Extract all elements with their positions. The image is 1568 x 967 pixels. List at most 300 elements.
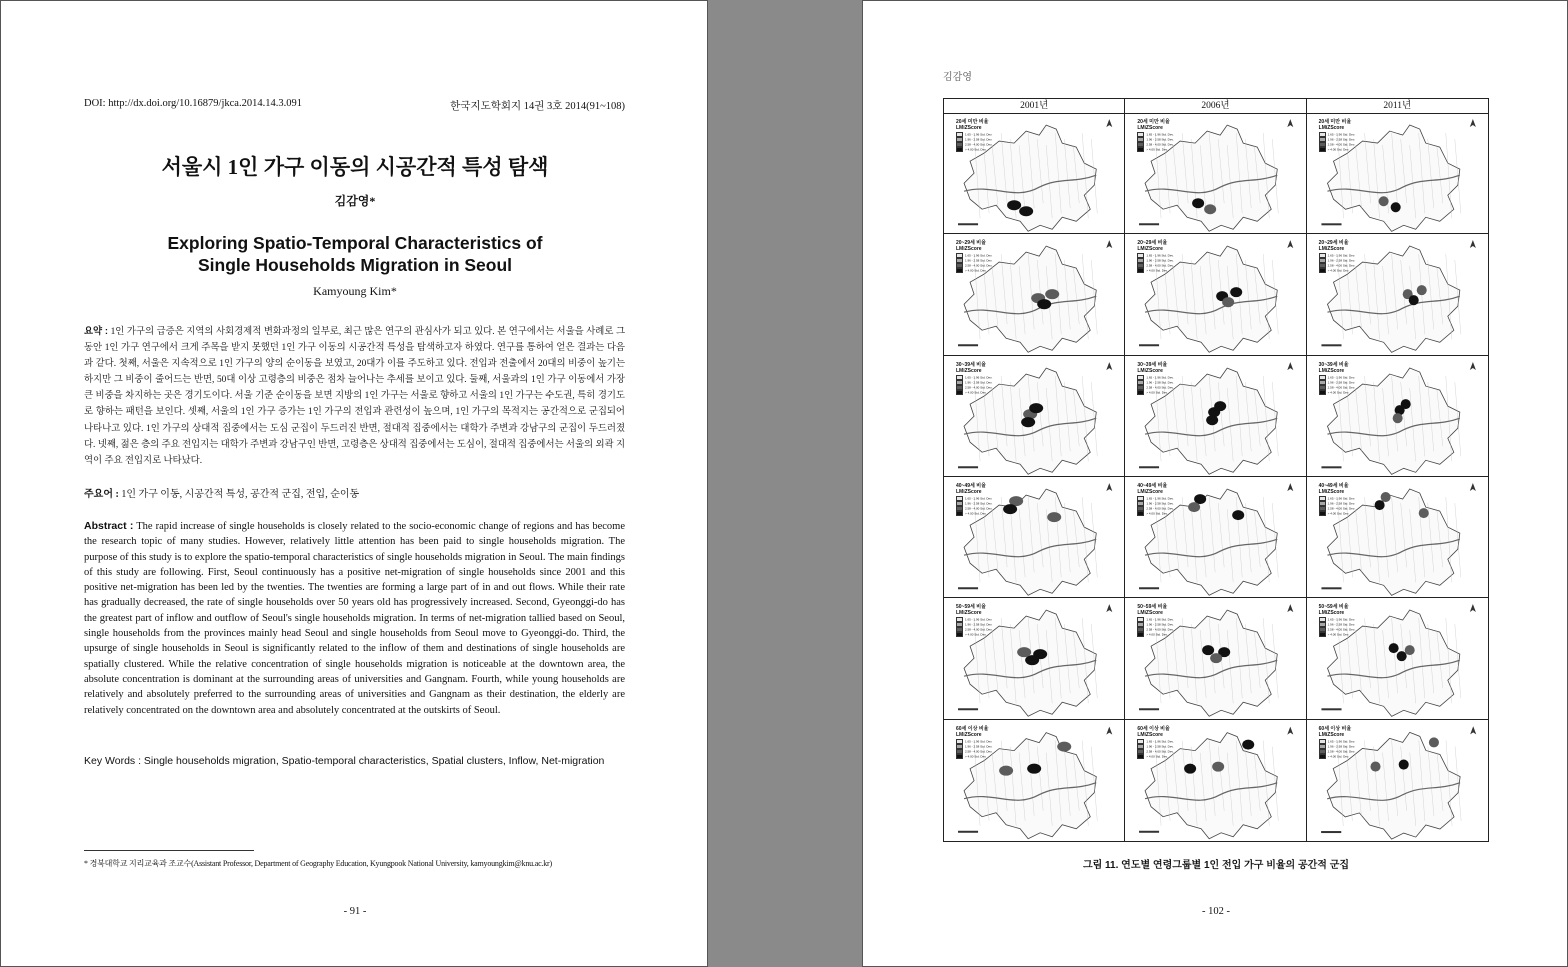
map-legend (1137, 617, 1173, 637)
legend-item-label: 2.58 - 4.00 Std. Dev. (1327, 384, 1355, 389)
map-row-label (1319, 726, 1352, 738)
legend-item (1137, 268, 1173, 273)
cluster-area (1214, 401, 1226, 411)
map-legend (1319, 617, 1355, 637)
legend-item-label: 2.58 - 4.00 Std. Dev. (1146, 263, 1174, 268)
author-english: Kamyoung Kim* (313, 284, 397, 298)
legend-item-label: 1.96 - 2.58 Std. Dev. (965, 137, 993, 142)
legend-item-label: 1.96 - 2.58 Std. Dev. (965, 743, 993, 748)
scale-bar (1321, 466, 1341, 468)
legend-item (1319, 147, 1355, 152)
legend-item-label: > 4.00 Std. Dev. (965, 511, 987, 516)
legend-title: LMiZScore (1137, 731, 1163, 738)
map-row-label (956, 240, 986, 252)
legend-item-label: 1.65 - 1.96 Std. Dev. (965, 738, 993, 743)
map-cell (1307, 356, 1488, 477)
legend-swatch (1137, 511, 1144, 516)
cluster-area (1202, 645, 1214, 655)
legend-title: LMiZScore (1137, 610, 1163, 617)
legend-swatch (1319, 511, 1326, 516)
legend-item-label: > 4.00 Std. Dev. (1327, 753, 1350, 758)
north-arrow-icon (1106, 604, 1112, 612)
map-row-label (1137, 726, 1170, 738)
cluster-area (1370, 761, 1380, 771)
legend-item-label: 2.58 - 4.00 Std. Dev. (1327, 263, 1355, 268)
legend-item (956, 147, 992, 152)
map-row-label (1137, 604, 1167, 616)
map-cell (1125, 356, 1306, 477)
legend-item-label: 1.65 - 1.96 Std. Dev. (1327, 617, 1355, 622)
legend-item-label: 1.65 - 1.96 Std. Dev. (1327, 738, 1355, 743)
map-row-label (1319, 483, 1349, 495)
legend-title: LMiZScore (1137, 246, 1163, 253)
legend-item-label: 2.58 - 4.00 Std. Dev. (1327, 506, 1355, 511)
scale-bar (1321, 345, 1341, 347)
cluster-area (1243, 739, 1255, 749)
cluster-area (1231, 287, 1243, 297)
legend-item-label: 2.58 - 4.00 Std. Dev. (1327, 748, 1355, 753)
map-age-group-label: 20~29세 비율 (1137, 240, 1168, 247)
legend-swatch (1137, 390, 1144, 395)
map-legend (1319, 496, 1355, 516)
legend-title: LMiZScore (1318, 489, 1345, 495)
legend-item-label: 1.96 - 2.58 Std. Dev. (1146, 622, 1174, 627)
cluster-area (1404, 645, 1414, 655)
legend-item-label: 1.65 - 1.96 Std. Dev. (1327, 496, 1355, 501)
legend-swatch (1137, 268, 1144, 273)
legend-item-label: 2.58 - 4.00 Std. Dev. (965, 384, 993, 389)
legend-swatch (1319, 390, 1326, 395)
scale-bar (1321, 831, 1341, 833)
legend-swatch (1137, 632, 1144, 637)
map-age-group-label: 20세 미만 비율 (956, 119, 989, 125)
cluster-area (1184, 763, 1196, 773)
legend-item-label: > 4.00 Std. Dev. (1146, 511, 1168, 516)
map-legend (1319, 132, 1355, 152)
page-number-left: - 91 - (343, 906, 367, 917)
column-header-2011: 2011년 (1383, 101, 1412, 111)
map-row-label (956, 119, 989, 131)
cluster-area (1429, 737, 1439, 747)
map-legend (956, 617, 992, 637)
legend-item (956, 390, 992, 395)
legend-item-label: 1.65 - 1.96 Std. Dev. (1146, 374, 1174, 379)
legend-item-label: > 4.00 Std. Dev. (1327, 389, 1350, 394)
legend-item-label: 1.65 - 1.96 Std. Dev. (965, 374, 993, 379)
north-arrow-icon (1288, 726, 1294, 734)
page-right (862, 0, 1568, 967)
map-cell (1307, 477, 1488, 598)
map-legend (1137, 496, 1173, 516)
abstract-english-label: Abstract : (84, 520, 134, 532)
legend-item-label: > 4.00 Std. Dev. (965, 389, 987, 394)
legend-swatch (1319, 147, 1326, 152)
north-arrow-icon (1288, 483, 1294, 491)
cluster-area (1380, 492, 1390, 502)
page-left (0, 0, 708, 967)
legend-item-label: 2.58 - 4.00 Std. Dev. (1327, 627, 1355, 632)
map-cell (1125, 598, 1306, 719)
north-arrow-icon (1106, 726, 1112, 734)
legend-item-label: 1.65 - 1.96 Std. Dev. (1327, 374, 1355, 379)
legend-item-label: > 4.00 Std. Dev. (965, 147, 987, 152)
map-row-label (956, 726, 989, 738)
cluster-area (1392, 413, 1402, 423)
north-arrow-icon (1106, 483, 1112, 491)
scale-bar (958, 466, 978, 468)
legend-item-label: > 4.00 Std. Dev. (965, 753, 987, 758)
map-legend (956, 132, 992, 152)
scale-bar (958, 830, 978, 832)
scale-bar (1139, 345, 1159, 347)
doi: DOI: http://dx.doi.org/10.16879/jkca.2014.14.3.091 (84, 98, 302, 109)
legend-item-label: 1.65 - 1.96 Std. Dev. (965, 253, 993, 258)
cluster-area (1416, 285, 1426, 295)
legend-item-label: 1.65 - 1.96 Std. Dev. (1146, 738, 1174, 743)
north-arrow-icon (1470, 362, 1476, 370)
scale-bar (958, 223, 978, 225)
legend-item-label: > 4.00 Std. Dev. (1146, 632, 1168, 637)
north-arrow-icon (1288, 119, 1294, 127)
legend-title: LMiZScore (1318, 246, 1345, 253)
legend-item (1137, 147, 1173, 152)
cluster-area (1408, 295, 1418, 305)
running-head: 김감영 (943, 72, 972, 83)
cluster-area (1192, 198, 1204, 208)
map-cell (1125, 720, 1306, 841)
legend-item-label: > 4.00 Std. Dev. (965, 268, 987, 273)
map-legend (1319, 253, 1355, 273)
map-cell (1125, 113, 1306, 234)
legend-item-label: > 4.00 Std. Dev. (1327, 268, 1350, 273)
legend-item (956, 632, 992, 637)
legend-item (956, 754, 992, 759)
journal-info: 한국지도학회지 14권 3호 2014(91~108) (450, 101, 625, 112)
legend-title: LMiZScore (1137, 489, 1163, 495)
map-row-label (1319, 362, 1349, 374)
legend-swatch (1137, 754, 1144, 759)
legend-title: LMiZScore (1137, 125, 1163, 131)
legend-swatch (956, 511, 963, 516)
north-arrow-icon (1470, 483, 1476, 491)
legend-swatch (956, 147, 963, 152)
legend-item-label: 1.96 - 2.58 Std. Dev. (1327, 622, 1355, 627)
legend-swatch (956, 754, 963, 759)
legend-item (1137, 511, 1173, 516)
cluster-area (1400, 399, 1410, 409)
keywords-english-text: Single households migration, Spatio-temporal characteristics, Spatial clusters, Inflow, Net-migration (143, 755, 605, 767)
cluster-area (1027, 763, 1041, 773)
map-age-group-label: 20세 미만 비율 (1137, 119, 1170, 125)
cluster-area (1025, 655, 1039, 665)
cluster-area (1003, 504, 1017, 514)
map-row-label (1319, 119, 1352, 131)
legend-item (1137, 754, 1173, 759)
map-age-group-label: 20세 미만 비율 (1318, 119, 1352, 125)
legend-item-label: 2.58 - 4.00 Std. Dev. (1146, 627, 1174, 632)
cluster-area (1007, 200, 1021, 210)
legend-item-label: 1.96 - 2.58 Std. Dev. (1327, 137, 1355, 142)
map-row-label (1137, 240, 1167, 252)
legend-item-label: > 4.00 Std. Dev. (1327, 632, 1350, 637)
scale-bar (1139, 709, 1159, 711)
map-legend (956, 253, 992, 273)
legend-item-label: 2.58 - 4.00 Std. Dev. (1146, 142, 1174, 147)
figure-column-headers (944, 99, 1488, 114)
map-row-label (1137, 483, 1167, 495)
legend-item-label: > 4.00 Std. Dev. (1146, 268, 1168, 273)
legend-item-label: > 4.00 Std. Dev. (1327, 147, 1350, 152)
legend-item (1137, 390, 1173, 395)
map-row-label (956, 483, 986, 495)
map-row-label (1137, 362, 1167, 374)
scale-bar (958, 345, 978, 347)
map-age-group-label: 50~59세 비율 (1137, 604, 1168, 611)
map-row-label (1137, 119, 1170, 131)
north-arrow-icon (1470, 119, 1476, 127)
north-arrow-icon (1106, 119, 1112, 127)
keywords-english-label: Key Words : (84, 755, 141, 767)
cluster-area (1233, 510, 1245, 520)
legend-title: LMiZScore (1318, 367, 1345, 374)
map-row-label (956, 362, 986, 374)
cluster-area (999, 765, 1013, 775)
legend-item-label: 2.58 - 4.00 Std. Dev. (965, 506, 993, 511)
cluster-area (1188, 502, 1200, 512)
legend-title: LMiZScore (956, 489, 982, 495)
map-cell (1307, 598, 1488, 719)
scale-bar (1321, 223, 1341, 225)
scale-bar (1321, 587, 1341, 589)
title-english-line1: Exploring Spatio-Temporal Characteristics of (167, 233, 543, 253)
scale-bar (958, 709, 978, 711)
legend-title: LMiZScore (956, 125, 982, 131)
figure-caption: 그림 11. 연도별 연령그룹별 1인 전입 가구 비율의 공간적 군집 (1082, 860, 1350, 871)
legend-item-label: 1.96 - 2.58 Std. Dev. (1327, 379, 1355, 384)
keywords-english (84, 755, 625, 767)
map-cell (944, 720, 1125, 841)
author-korean: 김감영* (334, 194, 376, 208)
title-korean: 서울시 1인 가구 이동의 시공간적 특성 탐색 (161, 155, 549, 179)
keywords-korean-label: 주요어 : (84, 489, 119, 500)
map-age-group-label: 40~49세 비율 (956, 483, 986, 489)
cluster-area (1396, 651, 1406, 661)
scale-bar (1139, 587, 1159, 589)
legend-item-label: 2.58 - 4.00 Std. Dev. (1146, 748, 1174, 753)
map-cell (944, 113, 1125, 234)
legend-item (1319, 632, 1355, 637)
footnote-divider (84, 850, 254, 851)
cluster-area (1212, 761, 1224, 771)
map-figure (943, 98, 1489, 842)
map-age-group-label: 60세 이상 비율 (1137, 725, 1170, 732)
map-legend (1137, 739, 1173, 759)
cluster-area (1210, 653, 1222, 663)
map-age-group-label: 30~39세 비율 (1318, 361, 1349, 368)
scale-bar (1321, 709, 1341, 711)
legend-item-label: 1.96 - 2.58 Std. Dev. (1146, 258, 1174, 263)
map-cell (1307, 234, 1488, 355)
map-legend (1319, 739, 1355, 759)
legend-item-label: 1.96 - 2.58 Std. Dev. (965, 622, 993, 627)
legend-item-label: 2.58 - 4.00 Std. Dev. (1327, 142, 1355, 147)
legend-item-label: 2.58 - 4.00 Std. Dev. (965, 142, 993, 147)
cluster-area (1390, 202, 1400, 212)
legend-item (1137, 632, 1173, 637)
legend-item-label: 2.58 - 4.00 Std. Dev. (965, 627, 993, 632)
map-row-label (956, 604, 986, 616)
map-cell (1125, 477, 1306, 598)
legend-item-label: 1.96 - 2.58 Std. Dev. (1327, 501, 1355, 506)
map-age-group-label: 50~59세 비율 (1318, 604, 1349, 611)
abstract-english (84, 519, 625, 718)
legend-item (956, 511, 992, 516)
legend-item-label: 1.65 - 1.96 Std. Dev. (1146, 132, 1174, 137)
legend-item-label: 2.58 - 4.00 Std. Dev. (965, 263, 993, 268)
map-age-group-label: 50~59세 비율 (956, 604, 986, 611)
legend-item-label: 1.96 - 2.58 Std. Dev. (1327, 258, 1355, 263)
legend-item (1319, 268, 1355, 273)
column-header-2001: 2001년 (944, 99, 1125, 113)
title-english (1, 232, 709, 276)
abstract-korean (84, 323, 625, 469)
map-age-group-label: 40~49세 비율 (1318, 483, 1349, 489)
scale-bar (958, 587, 978, 589)
legend-title: LMiZScore (1318, 731, 1345, 738)
map-age-group-label: 60세 이상 비율 (1318, 725, 1352, 732)
legend-item-label: > 4.00 Std. Dev. (1146, 753, 1168, 758)
legend-title: LMiZScore (956, 731, 982, 738)
map-legend (956, 375, 992, 395)
legend-item (1319, 511, 1355, 516)
map-row-label (1319, 604, 1349, 616)
legend-title: LMiZScore (956, 367, 982, 374)
scale-bar (1139, 466, 1159, 468)
legend-title: LMiZScore (1318, 610, 1345, 617)
keywords-korean (84, 485, 625, 500)
legend-item-label: 1.96 - 2.58 Std. Dev. (965, 258, 993, 263)
map-cell (944, 356, 1125, 477)
cluster-area (1374, 500, 1384, 510)
cluster-area (1029, 403, 1043, 413)
map-age-group-label: 30~39세 비율 (1137, 361, 1168, 368)
legend-item-label: 1.96 - 2.58 Std. Dev. (1146, 137, 1174, 142)
legend-item-label: 1.65 - 1.96 Std. Dev. (1327, 132, 1355, 137)
legend-item-label: 1.96 - 2.58 Std. Dev. (965, 501, 993, 506)
map-age-group-label: 40~49세 비율 (1137, 483, 1168, 489)
map-legend (956, 496, 992, 516)
cluster-area (1021, 417, 1035, 427)
legend-item-label: > 4.00 Std. Dev. (1146, 147, 1168, 152)
north-arrow-icon (1470, 604, 1476, 612)
north-arrow-icon (1106, 240, 1112, 248)
legend-swatch (1319, 268, 1326, 273)
legend-item-label: 2.58 - 4.00 Std. Dev. (965, 748, 993, 753)
map-age-group-label: 30~39세 비율 (956, 361, 986, 368)
legend-swatch (1319, 754, 1326, 759)
legend-item-label: 1.65 - 1.96 Std. Dev. (965, 617, 993, 622)
legend-item (1319, 754, 1355, 759)
legend-item-label: 1.96 - 2.58 Std. Dev. (965, 379, 993, 384)
map-age-group-label: 60세 이상 비율 (956, 725, 989, 732)
scale-bar (1139, 830, 1159, 832)
map-row-label (1319, 240, 1349, 252)
legend-item-label: 1.96 - 2.58 Std. Dev. (1146, 379, 1174, 384)
map-cell (944, 234, 1125, 355)
north-arrow-icon (1288, 604, 1294, 612)
map-cell (1307, 720, 1488, 841)
north-arrow-icon (1470, 726, 1476, 734)
map-age-group-label: 20~29세 비율 (956, 240, 986, 247)
cluster-area (1045, 289, 1059, 299)
column-header-2006: 2006년 (1125, 99, 1306, 113)
cluster-area (1017, 647, 1031, 657)
map-cell (1307, 113, 1488, 234)
legend-item (1319, 390, 1355, 395)
map-legend (1137, 253, 1173, 273)
cluster-area (1057, 741, 1071, 751)
legend-title: LMiZScore (1318, 125, 1345, 131)
legend-item-label: 1.65 - 1.96 Std. Dev. (1327, 253, 1355, 258)
cluster-area (1037, 300, 1051, 310)
legend-item-label: 2.58 - 4.00 Std. Dev. (1146, 506, 1174, 511)
cluster-area (1047, 512, 1061, 522)
legend-item-label: 1.65 - 1.96 Std. Dev. (1146, 253, 1174, 258)
legend-item-label: 1.96 - 2.58 Std. Dev. (1146, 501, 1174, 506)
map-cell (944, 477, 1125, 598)
legend-title: LMiZScore (956, 610, 982, 617)
legend-item-label: 1.65 - 1.96 Std. Dev. (1146, 617, 1174, 622)
north-arrow-icon (1288, 362, 1294, 370)
map-cell (944, 598, 1125, 719)
legend-item-label: 1.65 - 1.96 Std. Dev. (965, 496, 993, 501)
legend-item (956, 268, 992, 273)
keywords-korean-text: 1인 가구 이동, 시공간적 특성, 공간적 군집, 전입, 순이동 (121, 489, 360, 500)
cluster-area (1223, 297, 1235, 307)
legend-item-label: 1.96 - 2.58 Std. Dev. (1327, 743, 1355, 748)
map-legend (1319, 375, 1355, 395)
legend-title: LMiZScore (956, 246, 982, 253)
legend-swatch (956, 268, 963, 273)
legend-swatch (956, 632, 963, 637)
legend-item-label: > 4.00 Std. Dev. (965, 632, 987, 637)
north-arrow-icon (1470, 240, 1476, 248)
map-legend (1137, 132, 1173, 152)
cluster-area (1206, 415, 1218, 425)
legend-swatch (1137, 147, 1144, 152)
scale-bar (1139, 223, 1159, 225)
cluster-area (1204, 204, 1216, 214)
title-english-line2: Single Households Migration in Seoul (197, 255, 513, 275)
legend-item-label: 2.58 - 4.00 Std. Dev. (1146, 384, 1174, 389)
map-legend (956, 739, 992, 759)
map-legend (1137, 375, 1173, 395)
map-age-group-label: 20~29세 비율 (1318, 240, 1349, 247)
north-arrow-icon (1106, 362, 1112, 370)
page-number-right: - 102 - (1202, 906, 1230, 917)
cluster-area (1019, 206, 1033, 216)
legend-item-label: 1.65 - 1.96 Std. Dev. (1146, 496, 1174, 501)
legend-title: LMiZScore (1137, 367, 1163, 374)
map-cell (1125, 234, 1306, 355)
abstract-korean-text: 1인 가구의 급증은 지역의 사회경제적 변화과정의 일부로, 최근 많은 연구의 관심사가 되고 있다. 본 연구에서는 서울을 사례로 그 동안 1인 가구 연구에서 크게 주목을 받지 못했던 1인 가구 이동의 시공간적 특성을 탐색하고자 하였다. 연구를 통하여 얻은 결과는 다음과 같다. 첫째, 서울은 지속적으로 1인 가구의 양의 순이동을 보였고, 20대가 이를 주도하고 있다. 전입과 전출에서 20대의 비중이 높기는 하지만 그 비중이 줄어드는 반면, 50대 이상 고령층의 비중은 점차 늘어나는 추세를 보이고 있다. 둘째, 서울과의 1인 가구 이동에서 가장 큰 비중을 차지하는 곳은 경기도이다. 서울 기준 순이동을 보면 지방의 1인 가구는 서울로 향하고 서울의 1인 가구는 수도권, 특히 경기도로 향하는 패턴을 보인다. 셋째, 서울의 1인 가구 증가는 1인 가구의 전입과 관련성이 높으며, 1인 가구의 목적지는 공간적으로 군집되어 나타나고 있다. 1인 가구의 상대적 집중에서는 도심 군집이 두드러진 반면, 절대적 집중에서는 대학가 주변과 강남구의 군집이 두드러졌다. 넷째, 젊은 층의 주요 전입지는 대학가 주변과 강남구인 반면, 고령층은 상대적 집중에서는 도심이, 절대적 집중에서는 서울의 외곽 지역이 주요 전입지로 나타났다. (84, 327, 626, 466)
cluster-area (1388, 643, 1398, 653)
legend-swatch (1319, 632, 1326, 637)
footnote: * 경북대학교 지리교육과 조교수(Assistant Professor, Department of Geography Education, Kyungpook National University, kamyoungkim@knu.ac.kr) (84, 859, 552, 868)
cluster-area (1378, 196, 1388, 206)
abstract-english-text: The rapid increase of single households is closely related to the socio-economic change of regions and has become the research topic of many studies. However, relatively little attention has been paid to single households migration. The purpose of this study is to explore the spatio-temporal characteristics of single households migration in Seoul. The main findings of this study are following. First, Seoul continuously has a positive net-migration of single households since 2001 and this positive net-migration has been led by the twenties. The twenties are forming a large part of in and out flows. While their rate has gradually decreased, the rate of single households over 50 years old has progressively increased. Second, Gyeonggi-do has the greatest part of inflow and outflow of Seoul's single households migration. In terms of net-migration tallied based on Seoul, single households from the provinces mainly head Seoul and single households from Seoul move to Gyeonggi-do. Third, the upsurge of single households in Seoul is significantly related to the inflow of them and destinations of single households are spatially clustered. While the relative concentration of single households migration is noticeable at the downtown area, the absolute concentration is dominant at the surrounding areas of universities and Gangnam. Fourth, while young households are relatively and absolutely preferred to the surrounding areas of universities and Gangnam as their destination, the elderly are relatively concentrated on the downtown area and absolutely concentrated at the outskirts of Seoul. (84, 521, 626, 716)
legend-item-label: > 4.00 Std. Dev. (1146, 389, 1168, 394)
